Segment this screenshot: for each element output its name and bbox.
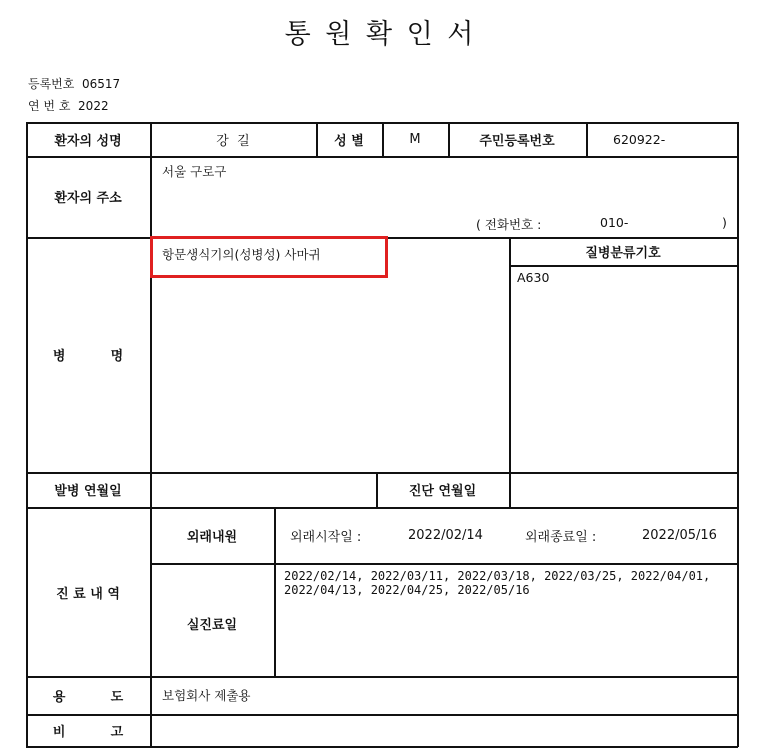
reg-no-value: 06517 (82, 77, 121, 91)
actual-label: 실진료일 (186, 617, 238, 633)
address-label: 환자의 주소 (54, 191, 122, 206)
disease-name: 항문생식기의(성병성) 사마귀 (162, 247, 321, 262)
serial-value: 2022 (78, 99, 109, 113)
serial-number (28, 97, 109, 114)
rrn-value: 620922- (613, 132, 666, 147)
registration-number (28, 75, 120, 92)
phone-value: 010- (600, 215, 629, 230)
patient-name-label: 환자의 성명 (54, 134, 122, 149)
table-border-right (737, 122, 739, 747)
sex-label: 성 별 (334, 134, 364, 149)
start-label: 외래시작일 : (290, 529, 362, 545)
actual-dates-line-2: 2022/04/13, 2022/04/25, 2022/05/16 (284, 583, 530, 597)
col-divider (509, 237, 511, 508)
reg-no-label: 등록번호 (28, 77, 75, 91)
end-label: 외래종료일 : (525, 529, 597, 545)
outpatient-label: 외래내원 (186, 529, 238, 545)
disease-label: 병 명 (52, 349, 124, 364)
highlight-box (150, 236, 388, 278)
phone-close: ) (722, 215, 727, 230)
phone-label: ( 전화번호 : (476, 217, 542, 232)
remarks-label: 비 고 (52, 724, 124, 740)
code-label: 질병분류기호 (585, 245, 661, 261)
start-date: 2022/02/14 (408, 527, 483, 543)
treatment-label: 진 료 내 역 (56, 586, 120, 602)
onset-value (150, 472, 376, 507)
diagnosis-label: 진단 연월일 (408, 484, 477, 499)
rrn-label: 주민등록번호 (479, 134, 555, 149)
disease-code: A630 (517, 270, 550, 285)
serial-label: 연 번 호 (28, 99, 71, 113)
patient-name-value: 강 길 (216, 134, 250, 149)
address-value: 서울 구로구 (162, 164, 227, 179)
col-divider (274, 507, 276, 677)
code-header-divider (509, 265, 738, 267)
onset-label: 발병 연월일 (54, 484, 122, 499)
sex-value: M (409, 132, 421, 147)
actual-dates-line-1: 2022/02/14, 2022/03/11, 2022/03/18, 2022/03/25, 2022/04/01, (284, 569, 711, 583)
remarks-value (162, 714, 722, 746)
document-title: 통 원 확 인 서 (284, 19, 477, 50)
label-column-divider (150, 122, 152, 747)
diagnosis-value (509, 472, 737, 507)
purpose-value: 보험회사 제출용 (162, 688, 251, 703)
row-divider (150, 563, 738, 565)
purpose-label: 용 도 (52, 689, 124, 705)
table-border-bottom (26, 746, 738, 748)
end-date: 2022/05/16 (642, 527, 717, 543)
